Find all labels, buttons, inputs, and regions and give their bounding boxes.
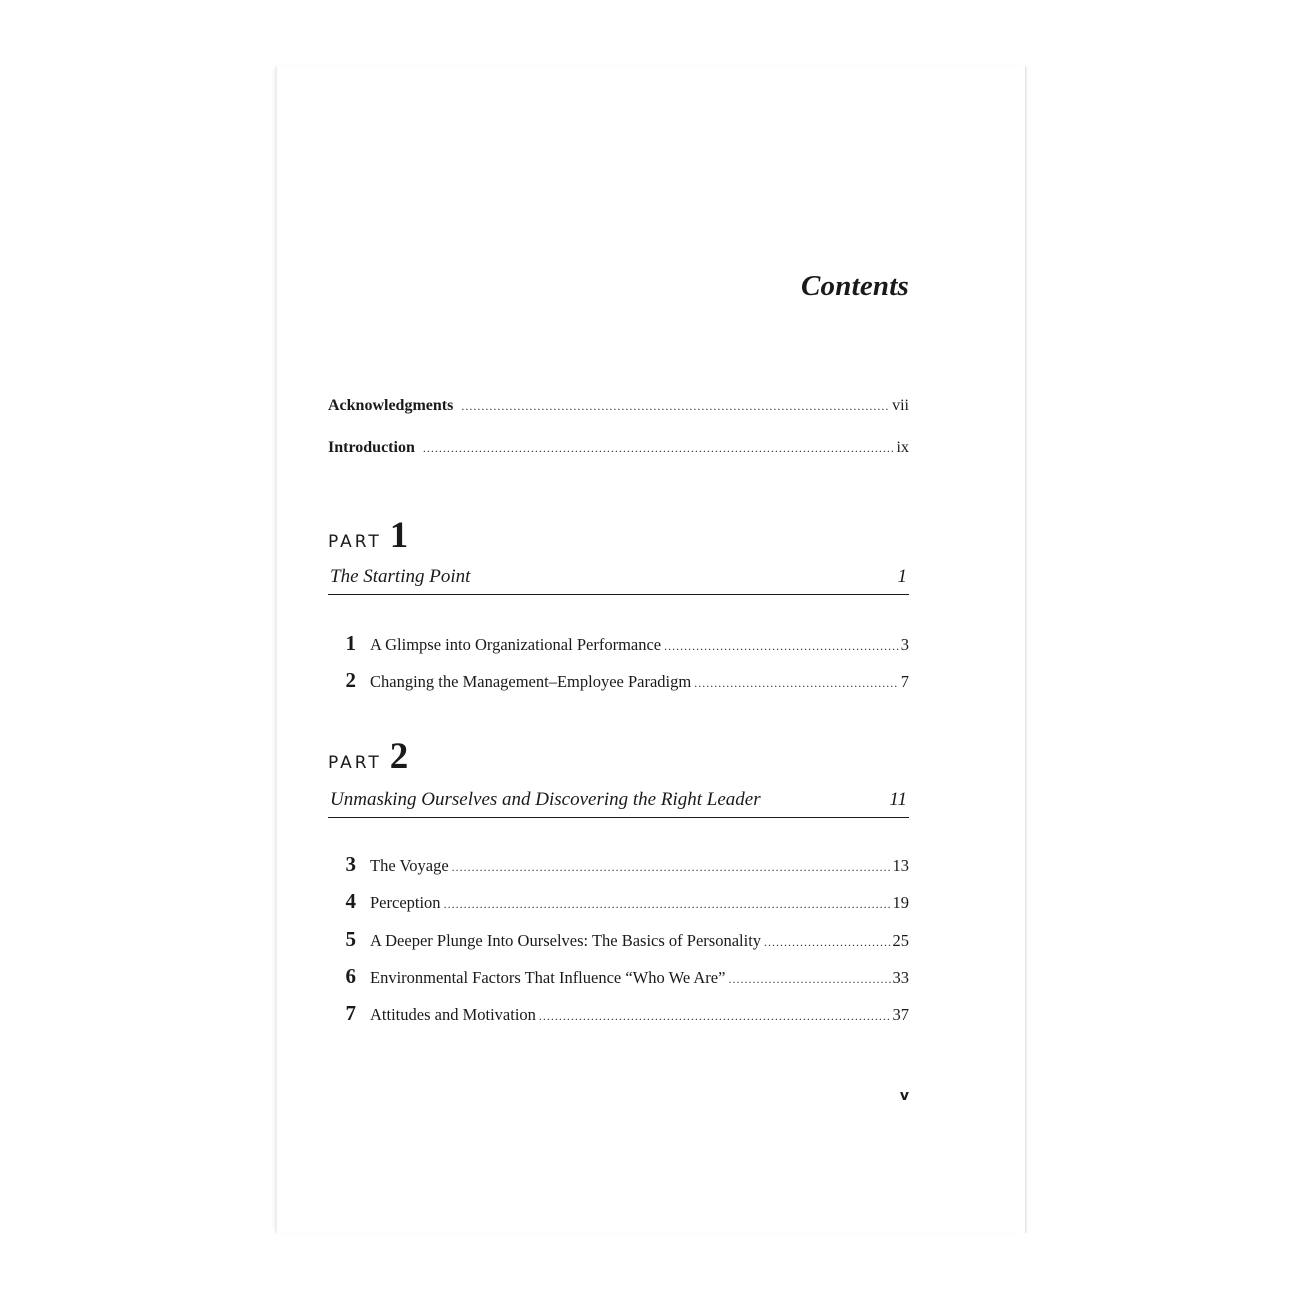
chapter-page: 13 <box>892 856 909 875</box>
part-title-row-2[interactable] <box>328 789 909 818</box>
dot-leader <box>664 639 899 654</box>
dot-leader <box>728 972 890 987</box>
chapter-page: 25 <box>892 931 909 950</box>
part-number: 1 <box>389 515 409 556</box>
chapter-title: Attitudes and Motivation <box>370 1005 536 1024</box>
toc-entry-introduction[interactable] <box>328 439 909 457</box>
part-heading-1 <box>328 514 408 557</box>
part-word: PART <box>328 753 382 773</box>
toc-chapter-3[interactable] <box>328 852 909 877</box>
toc-entry-label: Acknowledgments <box>328 397 454 414</box>
toc-chapter-6[interactable] <box>328 964 909 989</box>
chapter-title: Changing the Management–Employee Paradigm <box>370 672 692 691</box>
part-page: 11 <box>889 789 907 810</box>
toc-chapter-7[interactable] <box>328 1001 909 1026</box>
chapter-number: 5 <box>345 927 356 951</box>
toc-chapter-5[interactable] <box>328 927 909 952</box>
chapter-title: A Deeper Plunge Into Ourselves: The Basics of Personality <box>370 931 762 950</box>
dot-leader <box>694 676 899 691</box>
toc-chapter-4[interactable] <box>328 889 909 914</box>
dot-leader <box>444 897 891 912</box>
toc-entry-label: Introduction <box>328 439 415 456</box>
dot-leader <box>461 399 890 414</box>
part-title: The Starting Point <box>330 566 471 587</box>
toc-chapter-1[interactable] <box>328 631 909 656</box>
chapter-number: 1 <box>345 631 356 655</box>
chapter-number: 6 <box>345 964 356 988</box>
part-page: 1 <box>897 566 907 587</box>
chapter-title: Perception <box>370 893 441 912</box>
book-page <box>276 66 1026 1233</box>
toc-entry-page: vii <box>892 397 909 414</box>
chapter-title: Environmental Factors That Influence “Who We Are” <box>370 968 726 987</box>
dot-leader <box>764 935 890 950</box>
chapter-page: 19 <box>892 893 909 912</box>
part-title: Unmasking Ourselves and Discovering the Right Leader <box>330 789 761 810</box>
chapter-number: 3 <box>345 852 356 876</box>
dot-leader <box>423 441 895 456</box>
page-number: v <box>899 1088 909 1104</box>
toc-chapter-2[interactable] <box>328 668 909 693</box>
part-heading-2 <box>328 735 408 778</box>
chapter-title: The Voyage <box>370 856 449 875</box>
chapter-title: A Glimpse into Organizational Performance <box>370 635 662 654</box>
page-title: Contents <box>801 270 909 302</box>
part-title-row-1[interactable] <box>328 566 909 595</box>
chapter-number: 7 <box>345 1001 356 1025</box>
chapter-page: 37 <box>892 1005 909 1024</box>
chapter-page: 33 <box>892 968 909 987</box>
part-number: 2 <box>389 736 409 777</box>
dot-leader <box>539 1009 891 1024</box>
chapter-number: 2 <box>345 668 356 692</box>
toc-entry-page: ix <box>896 439 909 456</box>
chapter-page: 3 <box>900 635 909 654</box>
chapter-number: 4 <box>345 889 356 913</box>
part-word: PART <box>328 532 382 552</box>
chapter-page: 7 <box>900 672 909 691</box>
dot-leader <box>452 860 891 875</box>
toc-entry-acknowledgments[interactable] <box>328 397 909 415</box>
